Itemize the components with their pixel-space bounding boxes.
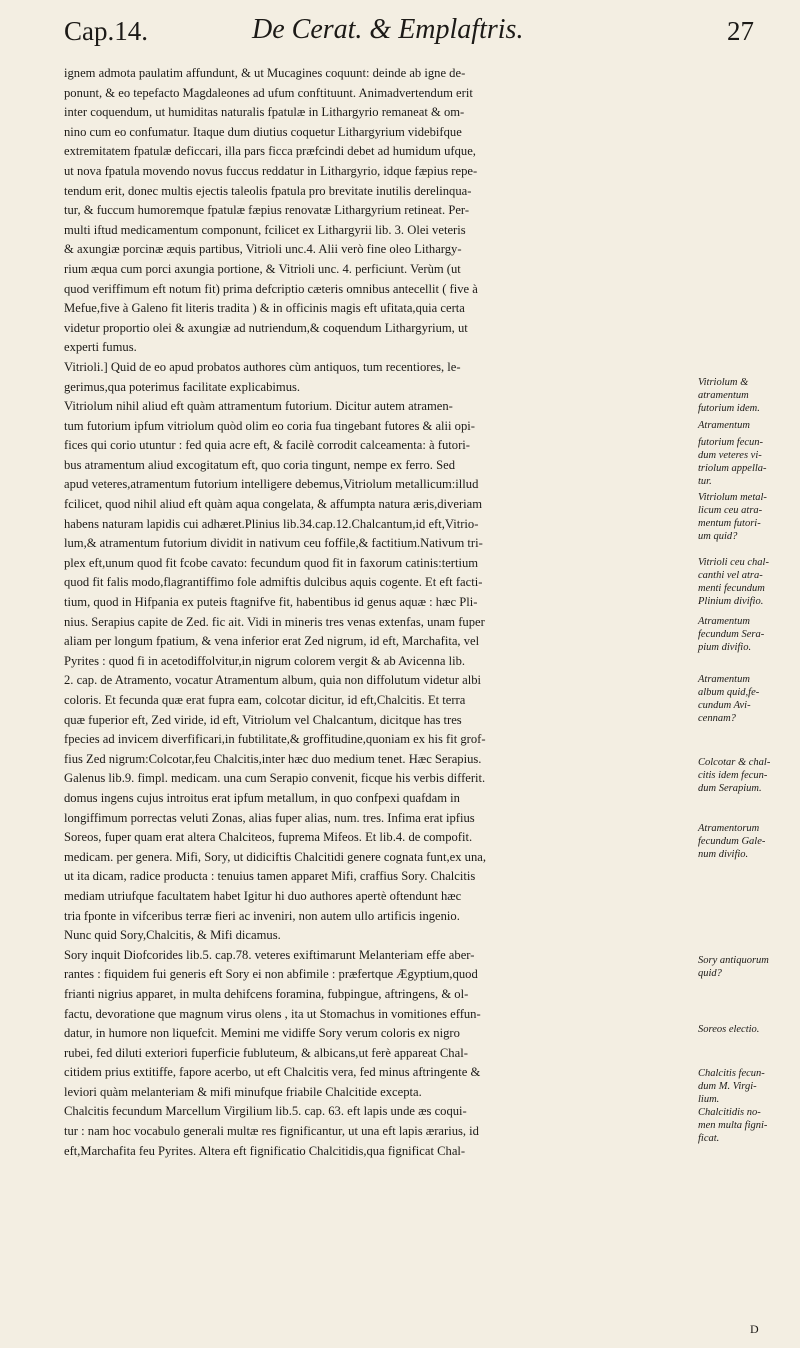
text-line: domus ingens cujus introitus erat ipfum metallum, in quo confpexi quafdam in: [64, 790, 460, 805]
text-line: leviori quàm melanteriam & mifi minufque friabile Chalcitide excepta.: [64, 1084, 422, 1099]
signature-mark: D: [750, 1322, 759, 1336]
text-line: gerimus,qua poterimus facilitate explicabimus.: [64, 379, 301, 394]
margin-note-line: cennam?: [698, 713, 736, 724]
margin-note-line: Atramentum: [698, 616, 750, 627]
text-line: Vitriolum nihil aliud eft quàm attramentum futorium. Dicitur autem atramen-: [64, 399, 453, 414]
margin-note-line: num divifio.: [698, 849, 749, 860]
text-line: longiffimum porrectas veluti Zonas, alias fuper alias, num. tres. Infima erat ipfius: [64, 810, 475, 825]
margin-note-line: Atramentum: [698, 420, 750, 431]
margin-note-line: dum Serapium.: [698, 783, 762, 794]
margin-note-line: ficat.: [698, 1133, 720, 1144]
text-line: Soreos, fuper quam erat altera Chalciteos, fuprema Mifeos. Et lib.4. de compofit.: [64, 830, 473, 845]
margin-note-line: cundum Avi-: [698, 700, 751, 711]
margin-note-line: quid?: [698, 968, 722, 979]
text-line: eft,Marchafita feu Pyrites. Altera eft fignificatio Chalcitidis,qua fignificat Chal-: [64, 1143, 466, 1158]
text-line: fpecies ad invicem diverfificari,in fubtilitate,& groffitudine,quoniam ex his fit grof-: [64, 732, 486, 747]
text-line: tria fponte in vifceribus terræ fieri ac inveniri, non autem ullo artificis ingenio.: [64, 908, 460, 923]
margin-note-line: dum M. Virgi-: [698, 1081, 757, 1092]
text-line: Nunc quid Sory,Chalcitis, & Mifi dicamus.: [64, 928, 281, 943]
margin-note-line: Vitrioli ceu chal-: [698, 557, 769, 568]
text-line: tur, & fuccum humoremque fpatulæ fæpius renovatæ Lithargyrium retineat. Per-: [64, 203, 470, 218]
text-line: 2. cap. de Atramento, vocatur Atramentum album, quia non diffolutum videtur albi: [64, 673, 482, 688]
text-line: extremitatem fpatulæ deficcari, illa pars ficca præfcindi debet ad humidum ufque,: [64, 144, 476, 159]
margin-note-line: futorium idem.: [698, 403, 760, 414]
text-line: quæ fuperior eft, Zed viride, id eft, Vitriolum vel Chalcantum, dicitque has tres: [64, 712, 462, 727]
text-line: habens naturam lapidis cui adhæret.Plinius lib.34.cap.12.Chalcantum,id eft,Vitrio-: [64, 516, 479, 531]
text-line: rantes : fiquidem fui generis eft Sory ei non abfimile : præfertque Ægyptium,quod: [64, 967, 478, 982]
text-line: inter coquendum, ut humiditas naturalis fpatulæ in Lithargyrio remaneat & om-: [64, 105, 465, 120]
text-line: apud veteres,atramentum futorium intelligere debemus,Vitriolum metallicum:illud: [64, 477, 479, 492]
text-line: fcilicet, quod nihil aliud eft quàm aqua congelata, & affumpta natura æris,diveriam: [64, 497, 483, 512]
text-line: Chalcitis fecundum Marcellum Virgilium lib.5. cap. 63. eft lapis unde æs coqui-: [64, 1104, 467, 1119]
text-line: citidem prius extitiffe, fapore acerbo, ut eft Chalcitis vera, fed minus aftringente &: [64, 1065, 481, 1080]
text-line: aliam per longum fpatium, & vena inferior erat Zed nigrum, id eft, Marchafita, vel: [64, 634, 480, 649]
margin-note-line: Vitriolum &: [698, 377, 749, 388]
text-line: lum,& atramentum futorium dividit in nativum ceu foffile,& factitium.Nativum tri-: [64, 536, 483, 551]
text-line: fius Zed nigrum:Colcotar,feu Chalcitis,inter hæc duo medium tenet. Hæc Serapius.: [64, 751, 482, 766]
text-line: & axungiæ porcinæ æquis partibus, Vitrioli unc.4. Alii verò fine oleo Lithargy-: [64, 242, 462, 257]
text-line: medicam. per genera. Mifi, Sory, ut didiciftis Chalcitidi genere cognata funt,ex una,: [64, 849, 486, 864]
margin-note-line: mentum futori-: [698, 518, 761, 529]
margin-note-line: citis idem fecun-: [698, 770, 768, 781]
margin-note-line: Vitriolum metal-: [698, 492, 767, 503]
text-line: Sory inquit Diofcorides lib.5. cap.78. veteres exiftimarunt Melanteriam effe aber-: [64, 947, 475, 962]
text-line: Vitrioli.] Quid de eo apud probatos authores cùm antiquos, tum recentiores, le-: [64, 359, 461, 374]
margin-note-line: tur.: [698, 476, 712, 487]
running-header: [64, 12, 754, 52]
margin-note-line: Sory antiquorum: [698, 955, 769, 966]
text-line: datur, in humore non liquefcit. Memini me vidiffe Sory verum coloris ex nigro: [64, 1026, 460, 1041]
main-text-column: [64, 64, 694, 1161]
margin-note-line: um quid?: [698, 531, 738, 542]
margin-note-line: Chalcitis fecun-: [698, 1068, 765, 1079]
text-line: videtur proportio olei & axungiæ ad nutriendum,& coquendum Lithargyrium, ut: [64, 320, 468, 335]
margin-note-line: Soreos electio.: [698, 1024, 760, 1035]
page-number: 27: [727, 16, 754, 46]
text-line: rubei, fed diluti exteriori fuperficie fubluteum, & albicans,ut ferè appareat Chal-: [64, 1045, 468, 1060]
text-line: tum futorium ipfum vitriolum quòd olim eo coria fua tingebant futores & alii opi-: [64, 418, 475, 433]
text-line: fices qui corio utuntur : fed quia acre eft, & facilè corrodit calceamenta: à futori-: [64, 438, 470, 453]
text-line: rium æqua cum porci axungia portione, & Vitrioli unc. 4. perficiunt. Verùm (ut: [64, 261, 461, 276]
margin-note-line: pium divifio.: [698, 642, 752, 653]
margin-note-line: men multa figni-: [698, 1120, 768, 1131]
margin-note-line: dum veteres vi-: [698, 450, 762, 461]
text-line: plex eft,unum quod fit fcobe cavato: fecundum quod fit in faxorum catinis:tertium: [64, 555, 479, 570]
text-line: ut nova fpatula movendo novus fuccus reddatur in Lithargyrio, idque fæpius repe-: [64, 163, 478, 178]
margin-note-line: menti fecundum: [698, 583, 765, 594]
text-line: coloris. Et fecunda quæ erat fupra eam, colcotar dicitur, id eft,Chalcitis. Et terra: [64, 693, 466, 707]
text-line: nius. Serapius capite de Zed. fic ait. Vidi in mineris tres venas extenfas, unam fuper: [64, 614, 485, 629]
margin-note-line: fecundum Sera-: [698, 629, 765, 640]
text-line: tur : nam hoc vocabulo generali multæ res fignificantur, ut una eft lapis ærarius, id: [64, 1124, 479, 1139]
text-line: tendum erit, donec multis ejectis taleolis fpatula pro brevitate inutilis derelinqua-: [64, 183, 472, 198]
margin-note-line: triolum appella-: [698, 463, 767, 474]
margin-note-line: licum ceu atra-: [698, 505, 763, 516]
margin-note-line: lium.: [698, 1094, 720, 1105]
text-line: Mefue,five à Galeno fit literis tradita ) & in officinis magis eft ufitata,quia certa: [64, 301, 465, 316]
text-line: quod veriffimum eft notum fit) prima defcriptio cæteris omnibus antecellit ( five à: [64, 281, 478, 296]
text-line: tium, quod in Hifpania ex puteis ftagnifve fit, habentibus id genus aquæ : hæc Pli-: [64, 595, 478, 610]
margin-note-line: album quid,fe-: [698, 687, 760, 698]
text-line: quod fit falis modo,flagrantiffimo fole admiftis dulcibus aquis cogente. Et eft facti-: [64, 575, 483, 590]
text-line: ponunt, & eo tepefacto Magdaleones ad ufum conftituunt. Animadvertendum erit: [64, 85, 473, 100]
text-line: Galenus lib.9. fimpl. medicam. una cum Serapio convenit, ficque his verbis differit.: [64, 771, 486, 786]
margin-note-line: canthi vel atra-: [698, 570, 763, 581]
text-line: ignem admota paulatim affundunt, & ut Mucagines coquunt: deinde ab igne de-: [64, 66, 466, 80]
text-line: multi iftud medicamentum componunt, fcilicet ex Lithargyrii lib. 3. Olei veteris: [64, 222, 466, 237]
text-line: experti fumus.: [64, 340, 137, 355]
margin-note-line: fecundum Gale-: [698, 836, 766, 847]
text-line: Pyrites : quod fi in acetodiffolvitur,in nigrum colorem vergit & ab Avicenna lib.: [64, 653, 466, 668]
chapter-label: Cap.14.: [64, 16, 148, 46]
margin-note-line: Chalcitidis no-: [698, 1107, 761, 1118]
text-line: nino cum eo confumatur. Itaque dum diutius coquetur Lithargyrium videbifque: [64, 124, 462, 139]
margin-note-line: Atramentum: [698, 674, 750, 685]
margin-note-line: atramentum: [698, 390, 749, 401]
text-line: bus atramentum aliud excogitatum eft, quo coria tingunt, nempe ex ferro. Sed: [64, 457, 455, 472]
margin-note-line: Atramentorum: [698, 823, 760, 834]
text-line: frianti nigrius apparet, in multa dehifcens foramina, fubpingue, aftringens, & ol-: [64, 986, 469, 1001]
text-line: factu, devoratione que magnum virus olens , ita ut Stomachus in vomitiones effun-: [64, 1006, 481, 1021]
margin-note-line: Plinium divifio.: [698, 596, 764, 607]
running-title: De Cerat. & Emplaftris.: [252, 14, 524, 45]
text-line: ut ita dicam, radice producta : tenuius tamen apparet Mifi, craffius Sory. Chalcitis: [64, 869, 476, 884]
text-line: mediam utriufque facultatem habet Igitur hi duo authores apertè oftendunt hæc: [64, 888, 462, 903]
margin-note-line: futorium fecun-: [698, 437, 764, 448]
margin-note-line: Colcotar & chal-: [698, 757, 771, 768]
